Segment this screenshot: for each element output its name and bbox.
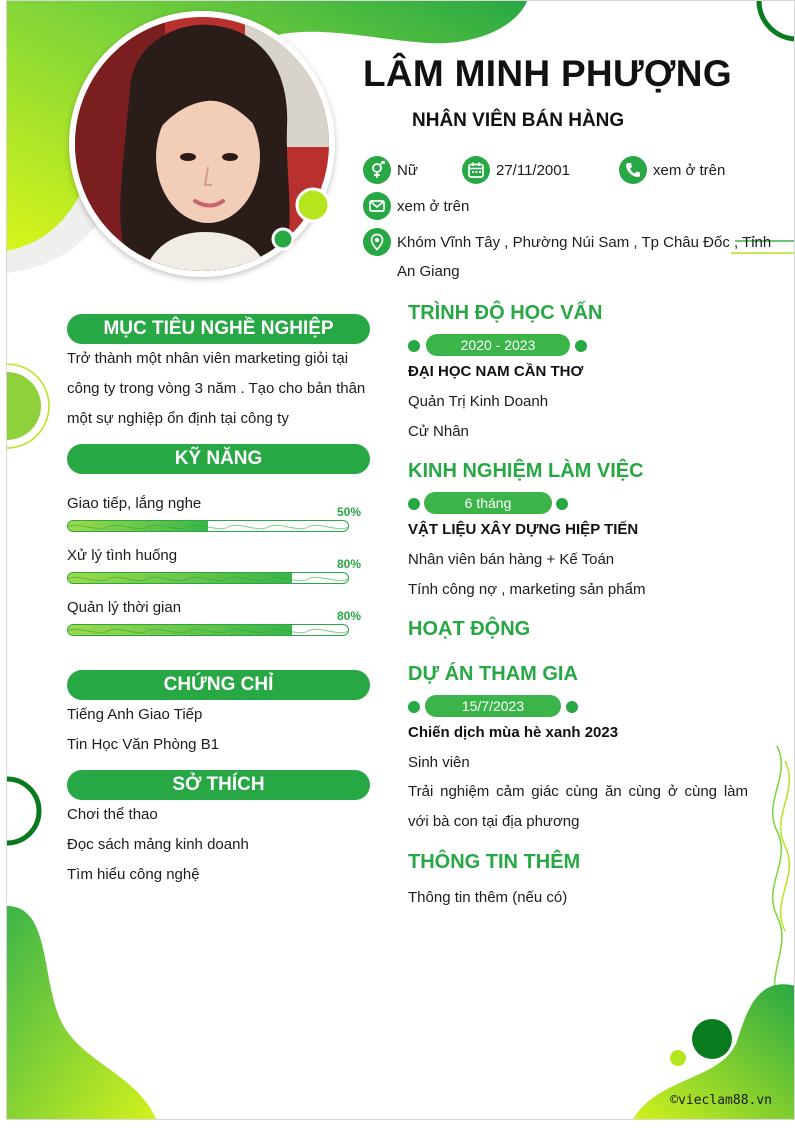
skill-bar-wave [68, 521, 349, 532]
experience-heading: KINH NGHIỆM LÀM VIỆC [408, 460, 644, 482]
education-degree: Cử Nhân [408, 423, 469, 440]
skill-percent: 50% [336, 505, 361, 519]
skill-percent: 80% [336, 557, 361, 571]
skill-bar-wave [68, 573, 349, 584]
photo-accent-dots [267, 181, 337, 251]
skill-item [67, 547, 361, 571]
contact-email [363, 192, 469, 220]
experience-description: Tính công nợ , marketing sản phẩm [408, 581, 646, 598]
timeline-dot [566, 701, 578, 713]
certificate-item: Tin Học Văn Phòng B1 [67, 736, 220, 753]
timeline-dot [556, 498, 568, 510]
certificates-heading: CHỨNG CHỈ [67, 670, 370, 700]
experience-role: Nhân viên bán hàng + Kế Toán [408, 551, 615, 568]
skill-name: Giao tiếp, lắng nghe [67, 495, 202, 512]
education-school: ĐẠI HỌC NAM CẦN THƠ [408, 363, 584, 380]
objective-text: Trở thành một nhân viên marketing giỏi tại công ty trong vòng 3 năm . Tạo cho bản thân một sự nghiệp ổn định tại công ty [67, 350, 366, 427]
address-line2: An Giang [397, 263, 460, 280]
skill-progress-bar [67, 624, 349, 636]
job-title: NHÂN VIÊN BÁN HÀNG [412, 110, 625, 131]
objective-heading: MỤC TIÊU NGHỀ NGHIỆP [67, 314, 370, 344]
education-major: Quản Trị Kinh Doanh [408, 393, 549, 410]
additional-info-text: Thông tin thêm (nếu có) [408, 889, 568, 906]
timeline-dot [575, 340, 587, 352]
phone-value: xem ở trên [653, 161, 726, 179]
project-role: Sinh viên [408, 754, 470, 771]
calendar-icon [462, 156, 490, 184]
timeline-dot [408, 498, 420, 510]
birthday-value: 27/11/2001 [496, 161, 570, 179]
project-date-row [408, 695, 588, 719]
contact-birthday [462, 156, 570, 184]
skill-item [67, 599, 361, 623]
project-name: Chiến dịch mùa hè xanh 2023 [408, 724, 619, 741]
contact-gender [363, 156, 418, 184]
hobby-item: Đọc sách mảng kinh doanh [67, 836, 249, 853]
education-period-row [408, 334, 588, 358]
hobby-item: Tìm hiểu công nghệ [67, 866, 200, 883]
additional-info-heading: THÔNG TIN THÊM [408, 851, 581, 873]
location-pin-icon [363, 228, 391, 256]
watermark: ©vieclam88.vn [670, 1093, 772, 1108]
skill-progress-bar [67, 520, 349, 532]
education-heading: TRÌNH ĐỘ HỌC VẤN [408, 302, 603, 324]
timeline-dot [408, 340, 420, 352]
education-period: 2020 - 2023 [426, 334, 570, 356]
email-value: xem ở trên [397, 197, 470, 215]
gender-value: Nữ [397, 161, 418, 179]
address-line1: Khóm Vĩnh Tây , Phường Núi Sam , Tp Châu Đốc , Tỉnh [397, 233, 772, 251]
hobbies-heading: SỞ THÍCH [67, 770, 370, 800]
gender-icon [363, 156, 391, 184]
skill-progress-bar [67, 572, 349, 584]
skill-bar-wave [68, 625, 349, 636]
project-date: 15/7/2023 [425, 695, 561, 717]
timeline-dot [408, 701, 420, 713]
experience-period-row [408, 492, 578, 516]
cv-page [6, 0, 795, 1120]
contact-address [363, 228, 771, 256]
project-description: Trải nghiệm cảm giác cùng ăn cùng ở cùng làm với bà con tại địa phương [408, 783, 748, 830]
skill-name: Quản lý thời gian [67, 599, 182, 616]
phone-icon [619, 156, 647, 184]
hobby-item: Chơi thể thao [67, 806, 158, 823]
contact-phone [619, 156, 725, 184]
experience-period: 6 tháng [424, 492, 552, 514]
certificate-item: Tiếng Anh Giao Tiếp [67, 706, 203, 723]
activities-heading: HOẠT ĐỘNG [408, 618, 531, 640]
skill-item [67, 495, 361, 519]
email-icon [363, 192, 391, 220]
skill-name: Xử lý tình huống [67, 547, 178, 564]
candidate-name: LÂM MINH PHƯỢNG [363, 53, 732, 94]
skill-percent: 80% [336, 609, 361, 623]
projects-heading: DỰ ÁN THAM GIA [408, 663, 578, 685]
experience-company: VẬT LIỆU XÂY DỰNG HIỆP TIẾN [408, 521, 639, 538]
skills-heading: KỸ NĂNG [67, 444, 370, 474]
